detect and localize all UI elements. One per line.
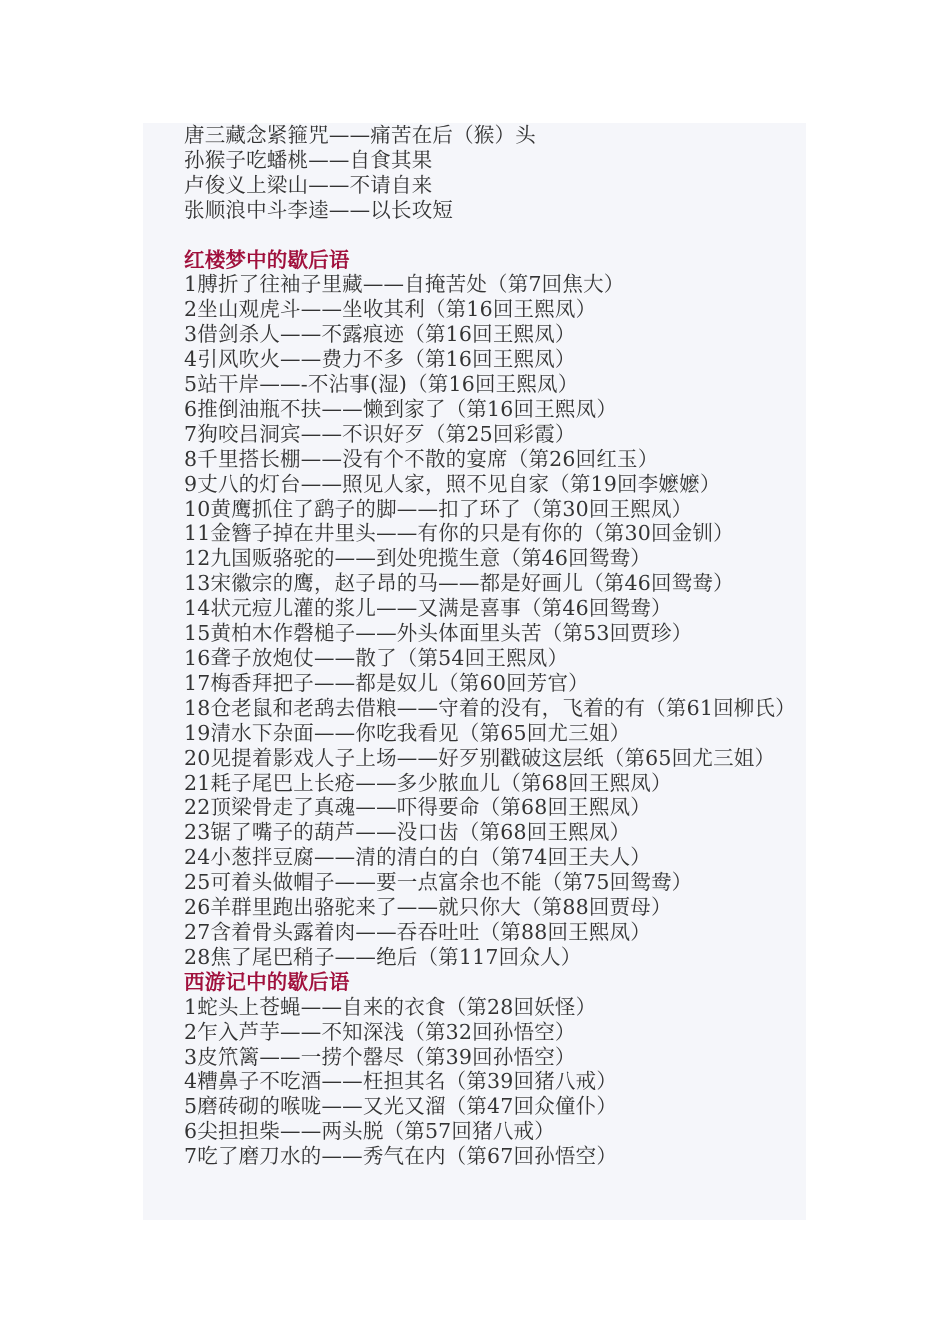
list-item: 22顶梁骨走了真魂——吓得要命（第68回王熙凤） (184, 795, 651, 820)
list-item: 5磨砖砌的喉咙——又光又溜（第47回众僮仆） (184, 1094, 618, 1119)
list-item: 2坐山观虎斗——坐收其利（第16回王熙凤） (184, 297, 597, 322)
blank-line (143, 223, 806, 248)
list-item: 4糟鼻子不吃酒——枉担其名（第39回猪八戒） (184, 1069, 618, 1094)
list-item: 10黄鹰抓住了鹞子的脚——扣了环了（第30回王熙凤） (184, 496, 693, 521)
list-item: 6推倒油瓶不扶——懒到家了（第16回王熙凤） (184, 396, 618, 421)
list-item: 7狗咬吕洞宾——不识好歹（第25回彩霞） (184, 421, 576, 446)
list-item: 20见提着影戏人子上场——好歹别戳破这层纸（第65回尤三姐） (184, 745, 776, 770)
hongloumeng-list (143, 272, 806, 969)
list-item: 17梅香拜把子——都是奴儿（第60回芳官） (184, 670, 589, 695)
list-item: 13宋徽宗的鹰，赵子昂的马——都是好画儿（第46回鸳鸯） (184, 571, 734, 596)
list-item: 26羊群里跑出骆驼来了——就只你大（第88回贾母） (184, 895, 672, 920)
list-item: 2乍入芦芋——不知深浅（第32回孙悟空） (184, 1019, 576, 1044)
section-heading-hongloumeng: 红楼梦中的歇后语 (184, 247, 350, 272)
list-item: 3皮笊篱——一捞个罄尽（第39回孙悟空） (184, 1044, 576, 1069)
list-item: 16聋子放炮仗——散了（第54回王熙凤） (184, 646, 569, 671)
list-item: 6尖担担柴——两头脱（第57回猪八戒） (184, 1119, 555, 1144)
list-item: 3借剑杀人——不露痕迹（第16回王熙凤） (184, 322, 576, 347)
document-content (143, 123, 806, 1169)
intro-list (143, 123, 806, 223)
intro-line: 孙猴子吃蟠桃——自食其果 (184, 147, 433, 172)
intro-line: 张顺浪中斗李逵——以长攻短 (184, 197, 454, 222)
list-item: 9丈八的灯台——照见人家，照不见自家（第19回李嬷嬷） (184, 471, 721, 496)
list-item: 19清水下杂面——你吃我看见（第65回尤三姐） (184, 720, 631, 745)
intro-line: 卢俊义上梁山——不请自来 (184, 172, 433, 197)
list-item: 21耗子尾巴上长疮——多少脓血儿（第68回王熙凤） (184, 770, 672, 795)
list-item: 8千里搭长棚——没有个不散的宴席（第26回红玉） (184, 446, 659, 471)
list-item: 18仓老鼠和老鸹去借粮——守着的没有，飞着的有（第61回柳氏） (184, 695, 796, 720)
list-item: 23锯了嘴子的葫芦——没口齿（第68回王熙凤） (184, 820, 631, 845)
list-item: 28焦了尾巴稍子——绝后（第117回众人） (184, 944, 582, 969)
list-item: 5站干岸——-不沾事(湿)（第16回王熙凤） (184, 372, 579, 397)
xiyouji-list (143, 995, 806, 1169)
section-heading-xiyouji: 西游记中的歇后语 (184, 969, 350, 994)
list-item: 15黄柏木作磬槌子——外头体面里头苦（第53回贾珍） (184, 621, 693, 646)
list-item: 11金簪子掉在井里头——有你的只是有你的（第30回金钏） (184, 521, 734, 546)
list-item: 27含着骨头露着肉——吞吞吐吐（第88回王熙凤） (184, 919, 651, 944)
list-item: 4引风吹火——费力不多（第16回王熙凤） (184, 347, 576, 372)
list-item: 14状元痘儿灌的浆儿——又满是喜事（第46回鸳鸯） (184, 596, 672, 621)
list-item: 25可着头做帽子——要一点富余也不能（第75回鸳鸯） (184, 870, 693, 895)
list-item: 24小葱拌豆腐——清的清白的白（第74回王夫人） (184, 845, 651, 870)
intro-line: 唐三藏念紧箍咒——痛苦在后（猴）头 (184, 123, 536, 147)
list-item: 12九国贩骆驼的——到处兜揽生意（第46回鸳鸯） (184, 546, 651, 571)
list-item: 1蛇头上苍蝇——自来的衣食（第28回妖怪） (184, 994, 597, 1019)
list-item: 7吃了磨刀水的——秀气在内（第67回孙悟空） (184, 1144, 618, 1169)
list-item: 1膊折了往袖子里藏——自掩苦处（第7回焦大） (184, 272, 625, 297)
